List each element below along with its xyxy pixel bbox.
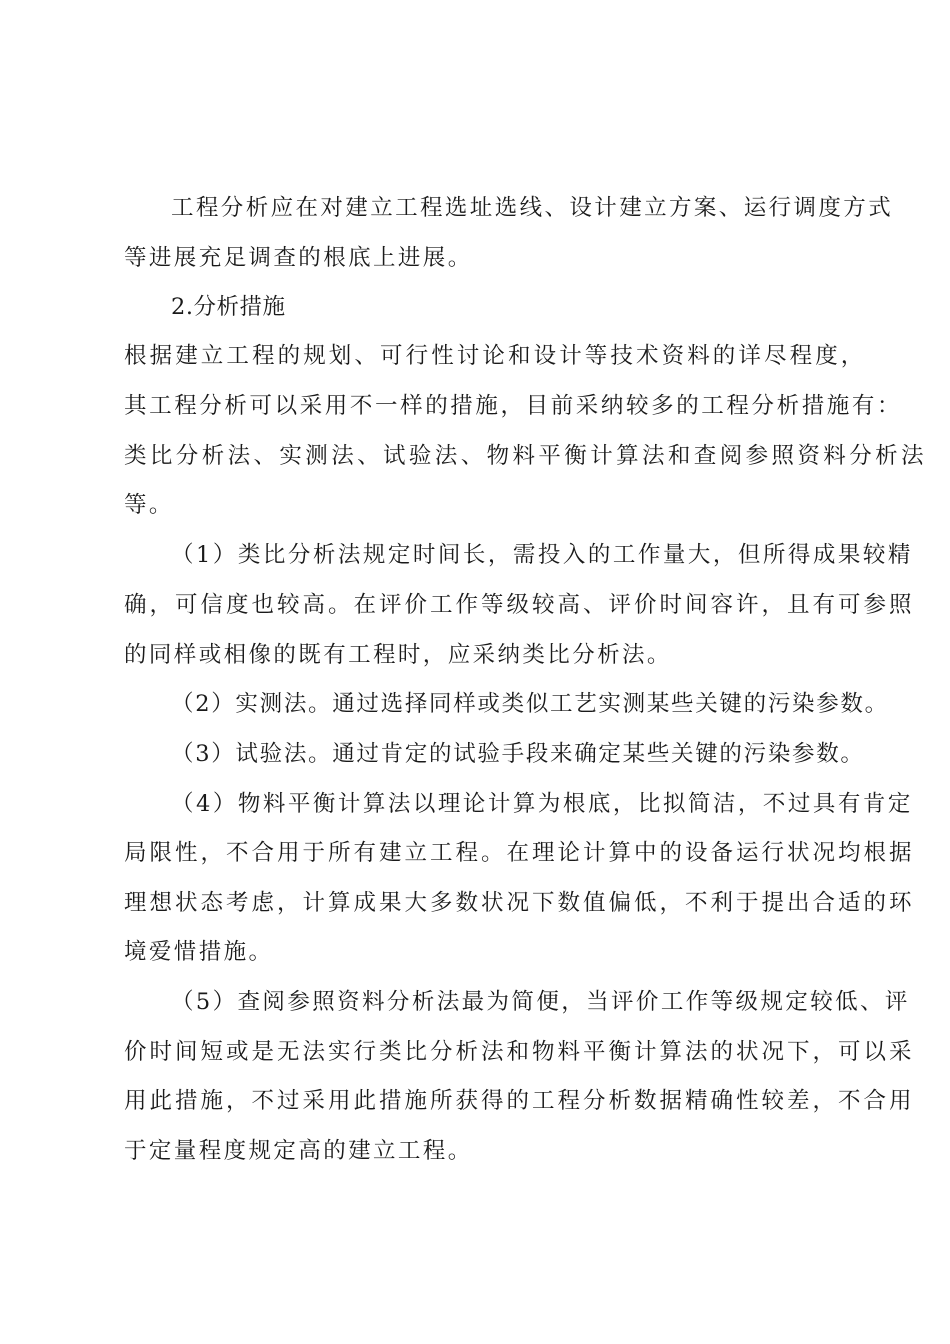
paragraph-intro-line-2: 等进展充足调查的根底上进展。 <box>124 245 473 271</box>
paragraph-methods-line-4: 等。 <box>124 492 174 518</box>
paragraph-intro-line-1: 工程分析应在对建立工程选址选线、设计建立方案、运行调度方式 <box>171 195 894 221</box>
item-2-line-1: （2）实测法。通过选择同样或类似工艺实测某些关键的污染参数。 <box>171 691 889 717</box>
item-4-line-4: 境爱惜措施。 <box>124 939 274 965</box>
paragraph-methods-line-3: 类比分析法、实测法、试验法、物料平衡计算法和查阅参照资料分析法 <box>124 443 927 469</box>
item-1-line-3: 的同样或相像的既有工程时，应采纳类比分析法。 <box>124 642 672 668</box>
item-3-line-1: （3）试验法。通过肯定的试验手段来确定某些关键的污染参数。 <box>171 741 865 767</box>
item-5-line-3: 用此措施，不过采用此措施所获得的工程分析数据精确性较差，不合用 <box>124 1088 915 1114</box>
item-1-line-1: （1）类比分析法规定时间长，需投入的工作量大，但所得成果较精 <box>171 542 913 568</box>
item-4-line-1: （4）物料平衡计算法以理论计算为根底，比拟简洁，不过具有肯定 <box>171 791 913 817</box>
item-4-line-3: 理想状态考虑，计算成果大多数状况下数值偏低，不利于提出合适的环 <box>124 890 915 916</box>
item-1-line-2: 确，可信度也较高。在评价工作等级较高、评价时间容许，且有可参照 <box>124 592 915 618</box>
item-5-line-2: 价时间短或是无法实行类比分析法和物料平衡计算法的状况下，可以采 <box>124 1039 915 1065</box>
section-heading: 2.分析措施 <box>171 294 286 320</box>
item-4-line-2: 局限性，不合用于所有建立工程。在理论计算中的设备运行状况均根据 <box>124 840 915 866</box>
paragraph-methods-line-1: 根据建立工程的规划、可行性讨论和设计等技术资料的详尽程度， <box>124 343 867 369</box>
item-5-line-4: 于定量程度规定高的建立工程。 <box>124 1138 473 1164</box>
item-5-line-1: （5）查阅参照资料分析法最为简便，当评价工作等级规定较低、评 <box>171 989 910 1015</box>
paragraph-methods-line-2: 其工程分析可以采用不一样的措施，目前采纳较多的工程分析措施有： <box>124 393 903 419</box>
